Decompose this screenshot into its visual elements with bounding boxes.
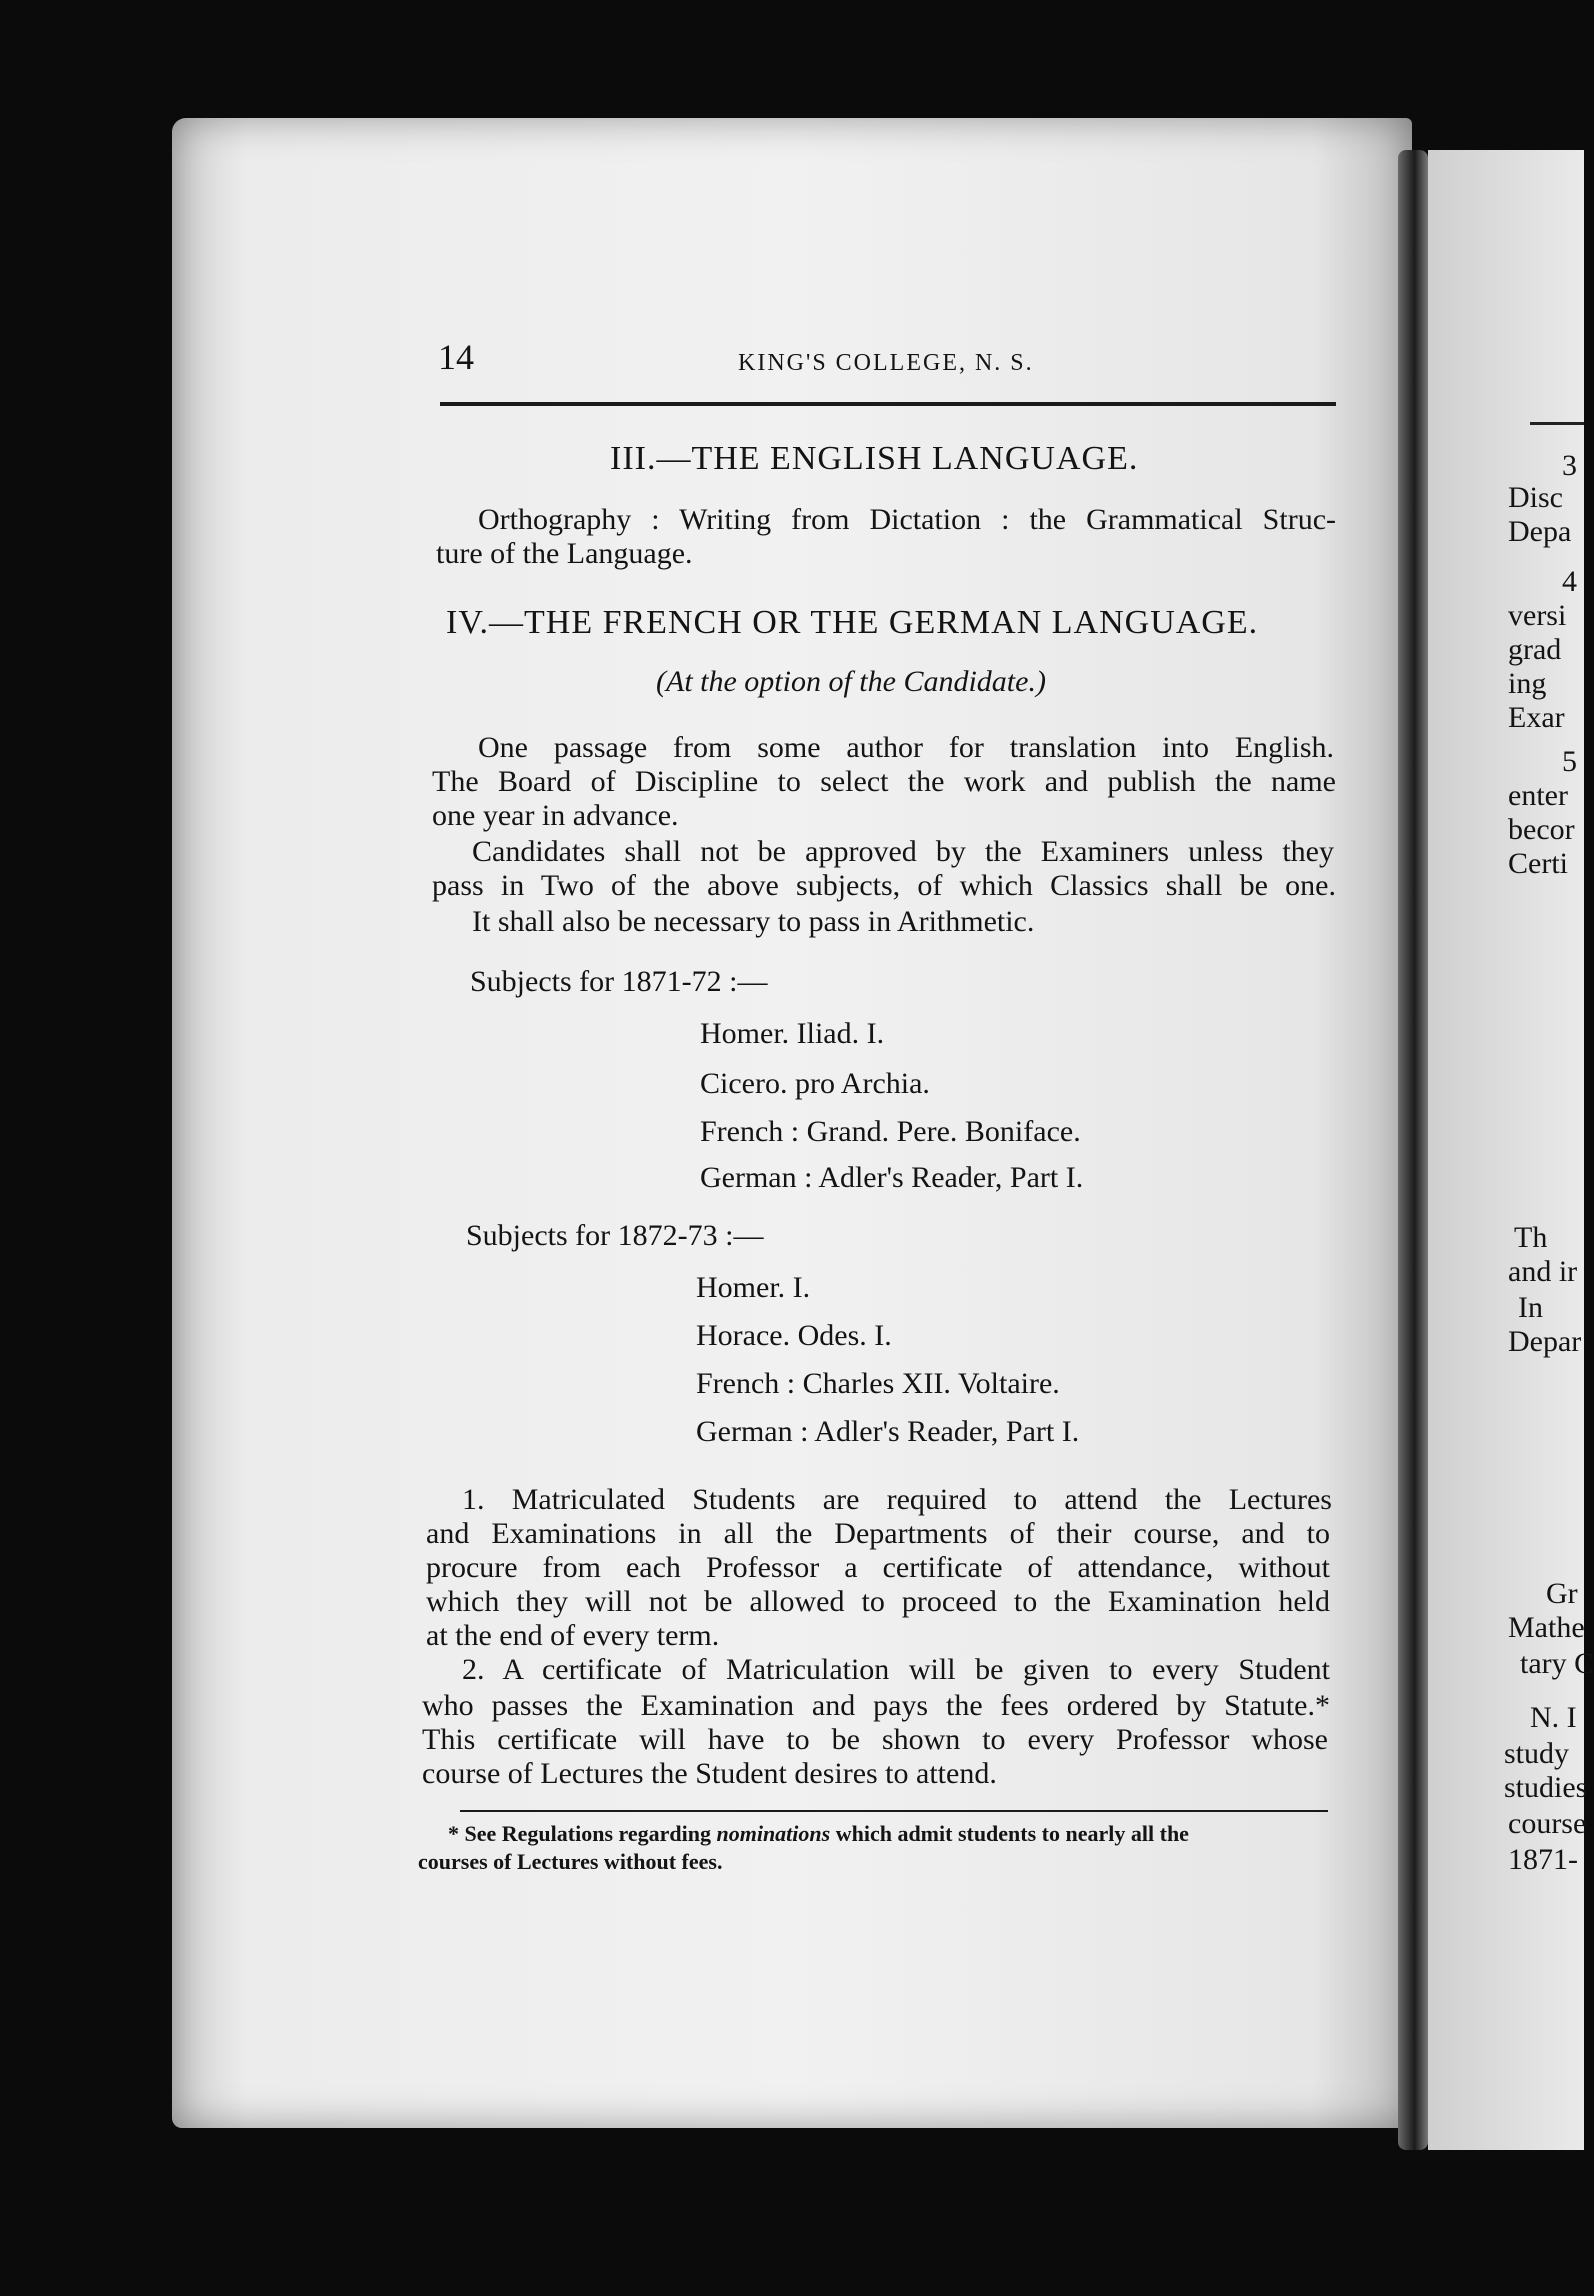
fragment: Exar: [1508, 701, 1565, 734]
text-line: pass in Two of the above subjects, of which Classics shall be one.: [432, 869, 1336, 902]
subject-item: Cicero. pro Archia.: [700, 1067, 930, 1100]
text-line: ture of the Language.: [436, 537, 693, 570]
footnote-text: which admit students to nearly all the: [830, 1821, 1189, 1846]
adjacent-page-rule: [1530, 422, 1584, 425]
subject-item: Horace. Odes. I.: [696, 1319, 892, 1352]
fragment: and ir: [1508, 1255, 1578, 1288]
fragment: studies: [1504, 1771, 1588, 1804]
subject-item: French : Grand. Pere. Boniface.: [700, 1115, 1081, 1148]
fragment: Certi: [1508, 847, 1568, 880]
rule-text-line: procure from each Professor a certificate of attendance, without: [426, 1551, 1330, 1584]
header-rule: [440, 402, 1336, 406]
fragment: N. I: [1530, 1701, 1577, 1734]
rule-text-line: who passes the Examination and pays the fees ordered by Statute.*: [422, 1689, 1330, 1722]
rule-text-line: and Examinations in all the Departments of their course, and to: [426, 1517, 1330, 1550]
rule-text-line: at the end of every term.: [426, 1619, 720, 1652]
fragment: Th: [1514, 1221, 1548, 1254]
fragment: Disc: [1508, 481, 1563, 514]
text-line: One passage from some author for translation into English.: [478, 731, 1334, 764]
footnote-text: * See Regulations regarding: [448, 1821, 717, 1846]
subject-item: Homer. I.: [696, 1271, 811, 1304]
fragment: 3: [1562, 449, 1577, 482]
fragment: becor: [1508, 813, 1575, 846]
rule-text-line: This certificate will have to be shown to every Professor whose: [422, 1723, 1328, 1756]
text-line: one year in advance.: [432, 799, 679, 832]
text-line: Candidates shall not be approved by the Examiners unless they: [472, 835, 1334, 868]
subject-item: French : Charles XII. Voltaire.: [696, 1367, 1060, 1400]
subjects-label-1872: Subjects for 1872-73 :—: [466, 1219, 764, 1252]
book-gutter: [1398, 150, 1428, 2150]
fragment: enter: [1508, 779, 1568, 812]
footnote-emphasis: nominations: [716, 1821, 831, 1846]
page-number: 14: [438, 337, 474, 377]
fragment: course: [1508, 1807, 1587, 1840]
rule-text-line: 2. A certificate of Matriculation will be given to every Student: [462, 1653, 1330, 1686]
text-line: Orthography : Writing from Dictation : the Grammatical Struc-: [478, 503, 1336, 536]
fragment: versi: [1508, 599, 1567, 632]
fragment: Mathe: [1508, 1611, 1585, 1644]
fragment: Depar: [1508, 1325, 1582, 1358]
fragment: grad: [1508, 633, 1562, 666]
fragment: ing: [1508, 667, 1547, 700]
fragment: Gr: [1546, 1577, 1578, 1610]
subject-item: German : Adler's Reader, Part I.: [696, 1415, 1080, 1448]
section-heading-french-german: IV.—THE FRENCH OR THE GERMAN LANGUAGE.: [446, 604, 1259, 641]
fragment: tary C: [1520, 1647, 1594, 1680]
rule-text-line: which they will not be allowed to proceed to the Examination held: [426, 1585, 1330, 1618]
fragment: study: [1504, 1737, 1570, 1770]
fragment: Depa: [1508, 515, 1572, 548]
rule-text-line: course of Lectures the Student desires to attend.: [422, 1757, 997, 1790]
rule-text-line: 1. Matriculated Students are required to attend the Lectures: [462, 1483, 1332, 1516]
fragment: In: [1518, 1291, 1543, 1324]
footnote-line: courses of Lectures without fees.: [418, 1849, 723, 1874]
subject-item: German : Adler's Reader, Part I.: [700, 1161, 1084, 1194]
section-heading-english: III.—THE ENGLISH LANGUAGE.: [610, 440, 1139, 477]
subject-item: Homer. Iliad. I.: [700, 1017, 885, 1050]
footnote-rule: [460, 1810, 1328, 1812]
text-line: It shall also be necessary to pass in Arithmetic.: [472, 905, 1035, 938]
subjects-label-1871: Subjects for 1871-72 :—: [470, 965, 768, 998]
option-note: (At the option of the Candidate.): [656, 665, 1046, 698]
fragment: 1871-: [1508, 1843, 1578, 1876]
fragment: 4: [1562, 565, 1577, 598]
footnote-line: [448, 1820, 1189, 1848]
text-line: The Board of Discipline to select the work and publish the name: [432, 765, 1336, 798]
running-title: KING'S COLLEGE, N. S.: [738, 350, 1034, 376]
fragment: 5: [1562, 745, 1577, 778]
